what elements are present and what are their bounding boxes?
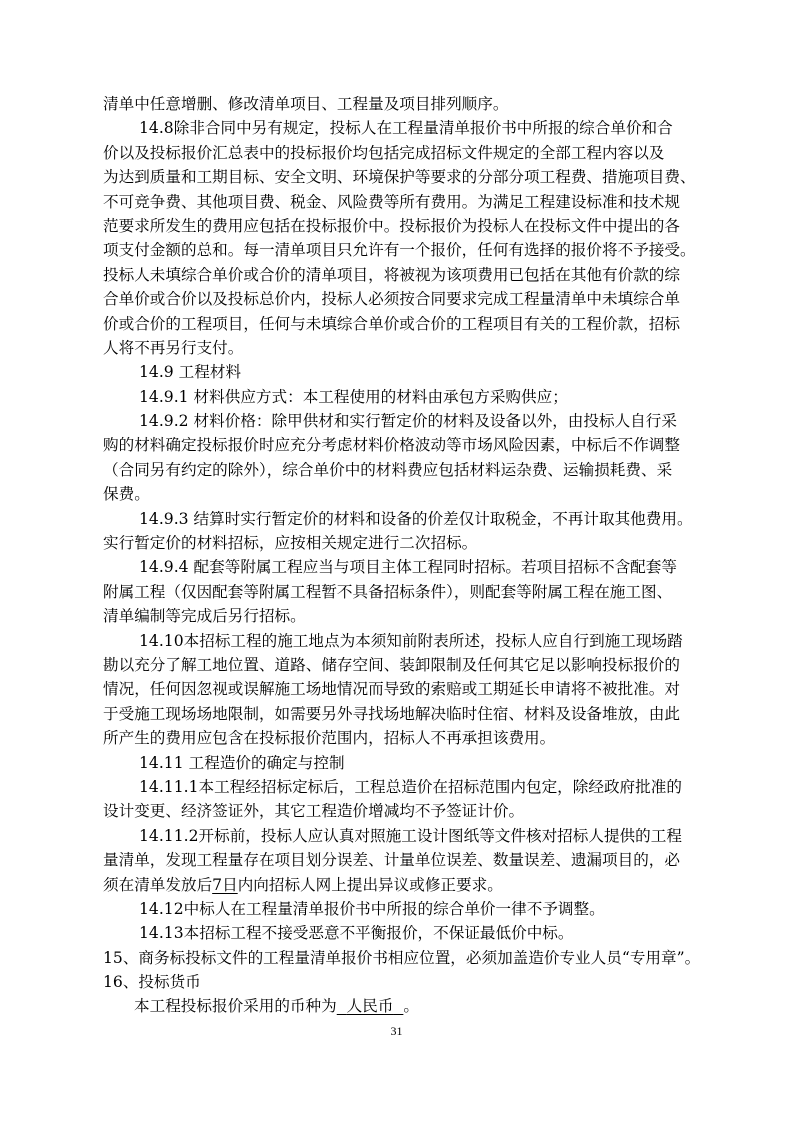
text-line: 价以及投标报价汇总表中的投标报价均包括完成招标文件规定的全部工程内容以及	[103, 143, 665, 162]
clause-14-9-1: 14.9.1 材料供应方式：本工程使用的材料由承包方采购供应；	[139, 387, 568, 406]
text-line: 合单价或合价以及投标总价内，投标人必须按合同要求完成工程量清单中未填综合单	[103, 290, 680, 309]
text-fragment: 内向招标人网上提出异议或修正要求。	[237, 875, 503, 894]
text-fragment: 本工程投标报价采用的币种为	[134, 997, 337, 1016]
text-line: 投标人未填综合单价或合价的清单项目，将被视为该项费用已包括在其他有价款的综	[103, 265, 680, 284]
clause-14-10: 14.10本招标工程的施工地点为本须知前附表所述，投标人应自行到施工现场踏	[139, 631, 683, 650]
text-line: 价或合价的工程项目，任何与未填综合单价或合价的工程项目有关的工程价款，招标	[103, 314, 680, 333]
clause-14-9-3: 14.9.3 结算时实行暂定价的材料和设备的价差仅计取税金，不再计取其他费用。	[139, 509, 693, 528]
currency-value: 人民币	[346, 997, 394, 1016]
text-fragment: 须在清单发放后	[103, 875, 213, 894]
clause-14-9-4: 14.9.4 配套等附属工程应当与项目主体工程同时招标。若项目招标不含配套等	[139, 558, 677, 577]
deadline-days: 7日	[212, 875, 238, 894]
page-number: 31	[390, 1024, 403, 1038]
text-line: 为达到质量和工期目标、安全文明、环境保护等要求的分部分项工程费、措施项目费、	[103, 168, 696, 187]
section-16-heading: 16、投标货币	[103, 973, 201, 992]
clause-14-11-1: 14.11.1本工程经招标定标后，工程总造价在招标范围内包定，除经政府批准的	[139, 777, 682, 796]
text-line: 设计变更、经济签证外，其它工程造价增减均不予签证计价。	[103, 802, 525, 821]
text-line	[103, 873, 693, 897]
heading-14-11: 14.11 工程造价的确定与控制	[139, 753, 345, 772]
text-line: 人将不再另行支付。	[103, 338, 244, 357]
text-line: 不可竞争费、其他项目费、税金、风险费等所有费用。为满足工程建设标准和技术规	[103, 192, 680, 211]
clause-14-12: 14.12中标人在工程量清单报价书中所报的综合单价一律不予调整。	[139, 899, 605, 918]
clause-14-9-2: 14.9.2 材料价格：除甲供材和实行暂定价的材料及设备以外，由投标人自行采	[139, 412, 677, 431]
text-line: 量清单，发现工程量存在项目划分误差、计量单位误差、数量误差、遗漏项目的，必	[103, 851, 680, 870]
text-line: （合同另有约定的除外），综合单价中的材料费应包括材料运杂费、运输损耗费、采	[103, 460, 673, 479]
currency-line	[103, 994, 693, 1018]
text-line: 勘以充分了解工地位置、道路、储存空间、装卸限制及任何其它足以影响投标报价的	[103, 655, 680, 674]
text-line: 情况，任何因忽视或误解施工场地情况而导致的索赔或工期延长申请将不被批准。对	[103, 680, 680, 699]
section-15: 15、商务标投标文件的工程量清单报价书相应位置，必须加盖造价专业人员“专用章”。	[103, 948, 701, 967]
text-line: 清单编制等完成后另行招标。	[103, 607, 306, 626]
text-line: 项支付金额的总和。每一清单项目只允许有一个报价，任何有选择的报价将不予接受。	[103, 241, 696, 260]
document-body	[103, 92, 701, 1019]
text-line: 范要求所发生的费用应包括在投标报价中。投标报价为投标人在投标文件中提出的各	[103, 216, 680, 235]
heading-14-9: 14.9 工程材料	[139, 363, 242, 382]
clause-14-11-2: 14.11.2开标前，投标人应认真对照施工设计图纸等文件核对招标人提供的工程	[139, 826, 682, 845]
text-line: 于受施工现场场地限制，如需要另外寻找场地解决临时住宿、材料及设备堆放，由此	[103, 704, 680, 723]
text-line: 购的材料确定投标报价时应充分考虑材料价格波动等市场风险因素，中标后不作调整	[103, 436, 680, 455]
clause-14-8: 14.8除非合同中另有规定，投标人在工程量清单报价书中所报的综合单价和合	[139, 119, 673, 138]
text-line: 附属工程（仅因配套等附属工程暂不具备招标条件），则配套等附属工程在施工图、	[103, 582, 673, 601]
text-line: 清单中任意增删、修改清单项目、工程量及项目排列顺序。	[103, 95, 509, 113]
clause-14-13: 14.13本招标工程不接受恶意不平衡报价，不保证最低价中标。	[139, 924, 574, 943]
text-fragment: 。	[403, 997, 419, 1016]
text-line: 所产生的费用应包含在投标报价范围内，招标人不再承担该费用。	[103, 729, 556, 748]
text-line: 保费。	[103, 485, 150, 504]
text-line: 实行暂定价的材料招标，应按相关规定进行二次招标。	[103, 534, 478, 553]
